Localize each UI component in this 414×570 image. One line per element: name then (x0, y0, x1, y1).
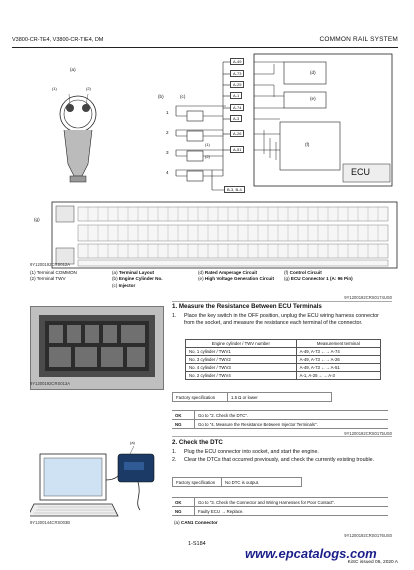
terminal-a25: A-25 (230, 81, 244, 88)
label-high-voltage: (e) (310, 96, 316, 101)
divider (172, 301, 392, 302)
legend-engine-cylinder: Engine Cylinder No. (118, 276, 163, 282)
terminal-b3-b4: B-3, B-4 (224, 186, 245, 193)
section2-ref: 9Y1200192CRS0176US0 (344, 533, 392, 538)
label-common: (1) (205, 142, 210, 147)
legend-key: (a) (112, 270, 118, 275)
terminal-a74: A-74 (230, 104, 244, 111)
issue-info: KiSC issued 06, 2020 A (347, 560, 398, 565)
legend-high-voltage: High Voltage Generation Circuit (204, 276, 274, 282)
watermark[interactable]: www.epcatalogs.com (245, 546, 377, 561)
legend-injector: Injector (118, 282, 136, 288)
ok-text: Go to "3. Check the Connector and Wiring Harnesses for Poor Contact". (195, 498, 389, 507)
model-header: V3800-CR-TE4, V3800-CR-TIE4, DM (12, 37, 104, 43)
ecu-connector-photo (30, 306, 164, 390)
label-can1-connector: (a) (130, 440, 135, 445)
legend-terminal-layout: Terminal Layout (118, 270, 155, 275)
label-cylinder-no: (b) (158, 94, 164, 99)
terminal-a73: A-73 (230, 70, 244, 77)
divider (172, 436, 392, 437)
label-twv: (2) (205, 154, 210, 159)
figure-code-2: 9Y1200192CRS013A (30, 381, 71, 386)
cell-terminal: A-49, A-73 ←→ A-74 (296, 348, 380, 356)
ng-label: NG (172, 420, 195, 429)
terminal-a51: A-51 (230, 146, 244, 153)
factory-spec-box-2 (172, 477, 302, 487)
ng-text: Faulty ECU → Replace. (195, 507, 389, 516)
legend-terminal-twv: (2) Terminal TWV (30, 276, 66, 282)
legend-key: (f) (284, 270, 289, 275)
legend-key: (c) (112, 282, 118, 288)
pin-label-1: (1) (52, 86, 57, 91)
ok-ng-table-1 (172, 410, 388, 429)
table-row (186, 348, 381, 356)
laptop-can-svg (30, 440, 162, 530)
terminal-a26: A-26 (230, 130, 244, 137)
col-header-cylinder: Engine cylinder / TWV number (186, 340, 297, 348)
legend-key: (g) (284, 276, 290, 282)
cell-cylinder: No. 4 cylinder / TWV3 (186, 364, 297, 372)
legend-key: (d) (198, 270, 204, 275)
label-ecu-connector: (g) (34, 217, 40, 222)
legend-col-1 (30, 270, 106, 283)
caption-value: CAN1 Connector (180, 520, 218, 525)
ng-label: NG (172, 507, 195, 516)
label-rated-amperage: (d) (310, 70, 316, 75)
table-row (186, 356, 381, 364)
laptop-can-figure (30, 440, 162, 530)
ng-text: Go to "4. Measure the Resistance Between Injector Terminals". (195, 420, 389, 429)
measurement-table (185, 339, 381, 380)
cell-cylinder: No. 3 cylinder / TWV2 (186, 356, 297, 364)
circuit-svg (12, 52, 404, 272)
factory-spec-box-1 (172, 392, 332, 402)
cell-terminal: A-49, A-73 ←→ A-51 (296, 364, 380, 372)
legend-key: (b) (112, 276, 118, 282)
terminal-a1: A-1 (230, 92, 242, 99)
factory-spec-label: Factory specification (173, 478, 222, 487)
section2-title: 2. Check the DTC (172, 439, 223, 446)
table-row (186, 364, 381, 372)
header-rule (12, 47, 398, 48)
caption-can1 (174, 520, 218, 526)
section2-step1-num: 1. (172, 449, 177, 455)
connector-photo-svg (31, 307, 163, 389)
legend-key: (e) (198, 276, 204, 282)
pin-label-2: (2) (86, 86, 91, 91)
legend-col-2 (112, 270, 192, 289)
factory-spec-label: Factory specification (173, 393, 228, 402)
label-terminal-layout: (a) (70, 67, 76, 72)
figure-code-3: 9Y1200144CRS003B (30, 520, 71, 525)
figure-code-1: 9Y1200192CRS012A (30, 262, 71, 267)
legend-control-circuit: Control Circuit (289, 270, 322, 275)
factory-spec-value: 1.5 Ω or lower (228, 393, 332, 402)
cell-cylinder: No. 2 cylinder / TWV4 (186, 372, 297, 380)
cell-terminal: A-49, A-73 ←→ A-26 (296, 356, 380, 364)
cylinder-2: 2 (166, 130, 169, 135)
section-header: COMMON RAIL SYSTEM (319, 36, 398, 43)
table-row (186, 372, 381, 380)
section2-step2: Clear the DTCs that occurred previously, and check the currently existing trouble. (184, 457, 375, 463)
cylinder-1: 1 (166, 110, 169, 115)
cell-terminal: A-1, A-25 ←→ A-3 (296, 372, 380, 380)
cylinder-3: 3 (166, 150, 169, 155)
ok-text: Go to "2. Check the DTC". (195, 411, 389, 420)
legend-rated-amperage: Rated Amperage Circuit (204, 270, 258, 275)
cylinder-4: 4 (166, 170, 169, 175)
section2-step1: Plug the ECU connector into socket, and start the engine. (184, 449, 319, 455)
legend-col-3 (198, 270, 284, 283)
label-control-circuit: (f) (305, 142, 310, 147)
legend-ref: 9Y1200192CRS0174US0 (344, 295, 392, 300)
ecu-label: ECU (351, 167, 371, 177)
caption-key: (a) (174, 520, 180, 525)
section2-step2-num: 2. (172, 457, 177, 463)
label-injector: (c) (180, 94, 186, 99)
col-header-terminal: Measurement terminal (296, 340, 380, 348)
page-number: 1-S184 (188, 541, 206, 547)
section1-step: Place the key switch in the OFF position, unplug the ECU wiring harness connector from the socket, and measure the resistance each terminal of the connector. (184, 313, 379, 326)
section1-ref: 9Y1200192CRS0175US0 (344, 431, 392, 436)
terminal-a49: A-49 (230, 58, 244, 65)
section1-step-num: 1. (172, 313, 177, 319)
legend-ecu-connector: ECU Connector 1 (A: 96 Pin) (290, 276, 353, 282)
ok-ng-table-2 (172, 497, 388, 516)
section1-title: 1. Measure the Resistance Between ECU Terminals (172, 303, 322, 310)
injector-circuit-diagram (12, 52, 404, 272)
factory-spec-value: No DTC is output. (222, 478, 302, 487)
ok-label: OK (172, 498, 195, 507)
legend-col-4 (284, 270, 384, 283)
legend-terminal-common: (1) Terminal COMMON (30, 270, 77, 275)
cell-cylinder: No. 1 cylinder / TWV1 (186, 348, 297, 356)
ok-label: OK (172, 411, 195, 420)
terminal-a3: A-3 (230, 115, 242, 122)
